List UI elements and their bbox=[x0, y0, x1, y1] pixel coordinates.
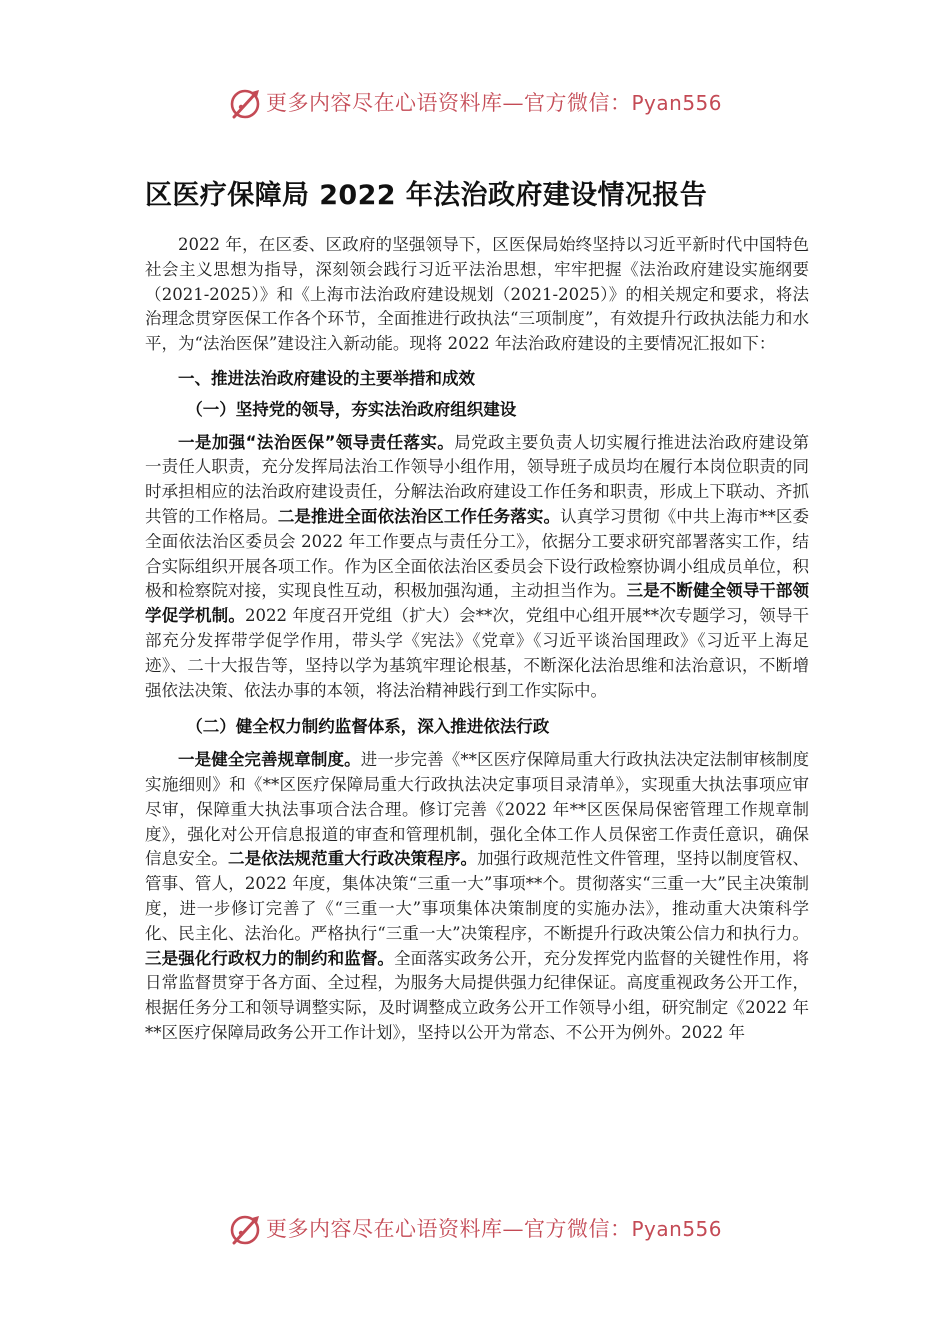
banner-text: 更多内容尽在心语资料库—官方微信： bbox=[266, 1217, 632, 1241]
pen-logo-icon bbox=[228, 1212, 264, 1248]
point-1-3-text: 2022 年度召开党组（扩大）会**次，党组中心组开展**次专题学习，领导干部充分发挥带学促学作用，带头学《宪法》《党章》《习近平谈治国理政》《习近平上海足迹》、二十大报告等，坚持以学为基筑牢理论根基，不断深化法治思维和法治意识，不断增强依法决策、依法办事的本领，将法治精神践行到工作实际中。 bbox=[145, 606, 809, 700]
point-2-3-title: 三是强化行政权力的制约和监督。 bbox=[145, 948, 395, 968]
point-1-3-title: 三是不断健全领导干部领学促学机制。 bbox=[145, 581, 810, 626]
pen-logo-icon bbox=[228, 86, 264, 122]
point-2-2-title: 二是依法规范重大行政决策程序。 bbox=[228, 849, 478, 869]
point-1-1-title: 一是加强“法治医保”领导责任落实。 bbox=[178, 432, 455, 452]
point-2-3-text: 全面落实政务公开，充分发挥党内监督的关键性作用，将日常监督贯穿于各方面、全过程，为服务大局提供强力纪律保证。高度重视政务公开工作，根据任务分工和领导调整实际，及时调整成立政务公开工作领导小组，研究制定《2022 年**区医疗保障局政务公开工作计划》，坚持以公开为常态、不公开为例外。2022 年 bbox=[145, 948, 810, 1042]
point-1-1-text: 局党政主要负责人切实履行推进法治政府建设第一责任人职责，充分发挥局法治工作领导小组作用，领导班子成员均在履行本岗位职责的同时承担相应的法治政府建设责任，分解法治政府建设工作任务和职责，形成上下联动、齐抓共管的工作格局。 bbox=[145, 432, 809, 526]
point-1-2-title: 二是推进全面依法治区工作任务落实。 bbox=[277, 506, 561, 526]
footer-banner bbox=[0, 1206, 950, 1254]
document-title: 区医疗保障局 2022 年法治政府建设情况报告 bbox=[145, 180, 708, 211]
point-1-2-text: 认真学习贯彻《中共上海市**区委全面依法治区委员会 2022 年工作要点与责任分工》，依据分工要求研究部署落实工作，结合实际组织开展各项工作。作为区全面依法治区委员会下设行政检察协调小组成员单位，积极和检察院对接，实现良性互动，积极加强沟通，主动担当作为。 bbox=[145, 506, 810, 601]
banner-wechat-id: Pyan556 bbox=[631, 91, 723, 115]
point-2-2-text: 加强行政规范性文件管理，坚持以制度管权、管事、管人，2022 年度，集体决策“三重一大”事项**个。贯彻落实“三重一大”民主决策制度，进一步修订完善了《“三重一大”事项集体决策制度的实施办法》，推动重大决策科学化、民主化、法治化。严格执行“三重一大”决策程序，不断提升行政决策公信力和执行力。 bbox=[145, 849, 810, 943]
subsection-heading-1: （一）坚持党的领导，夯实法治政府组织建设 bbox=[186, 399, 517, 419]
header-banner bbox=[0, 80, 950, 128]
subsection-2-paragraph bbox=[145, 748, 809, 1046]
subsection-heading-2: （二）健全权力制约监督体系，深入推进依法行政 bbox=[186, 717, 550, 737]
subsection-1-paragraph bbox=[145, 431, 809, 704]
banner-text: 更多内容尽在心语资料库—官方微信： bbox=[266, 91, 632, 115]
point-2-1-text: 进一步完善《**区医疗保障局重大行政执法决定法制审核制度实施细则》和《**区医疗保障局重大行政执法决定事项目录清单》，实现重大执法事项应审尽审，保障重大执法事项合法合理。修订完善《2022 年**区医保局保密管理工作规章制度》，强化对公开信息报道的审查和管理机制，强化全体工作人员保密工作责任意识，确保信息安全。 bbox=[145, 750, 810, 869]
document-body bbox=[145, 233, 809, 1046]
intro-paragraph: 2022 年，在区委、区政府的坚强领导下，区医保局始终坚持以习近平新时代中国特色社会主义思想为指导，深刻领会践行习近平法治思想，牢牢把握《法治政府建设实施纲要（2021-2025）》和《上海市法治政府建设规划（2021-2025）》的相关规定和要求，将法治理念贯穿医保工作各个环节，全面推进行政执法“三项制度”，有效提升行政执法能力和水平，为“法治医保”建设注入新动能。现将 2022 年法治政府建设的主要情况汇报如下： bbox=[145, 235, 809, 354]
section-heading-1: 一、推进法治政府建设的主要举措和成效 bbox=[178, 368, 475, 388]
point-2-1-title: 一是健全完善规章制度。 bbox=[178, 750, 361, 770]
banner-wechat-id: Pyan556 bbox=[631, 1217, 723, 1241]
